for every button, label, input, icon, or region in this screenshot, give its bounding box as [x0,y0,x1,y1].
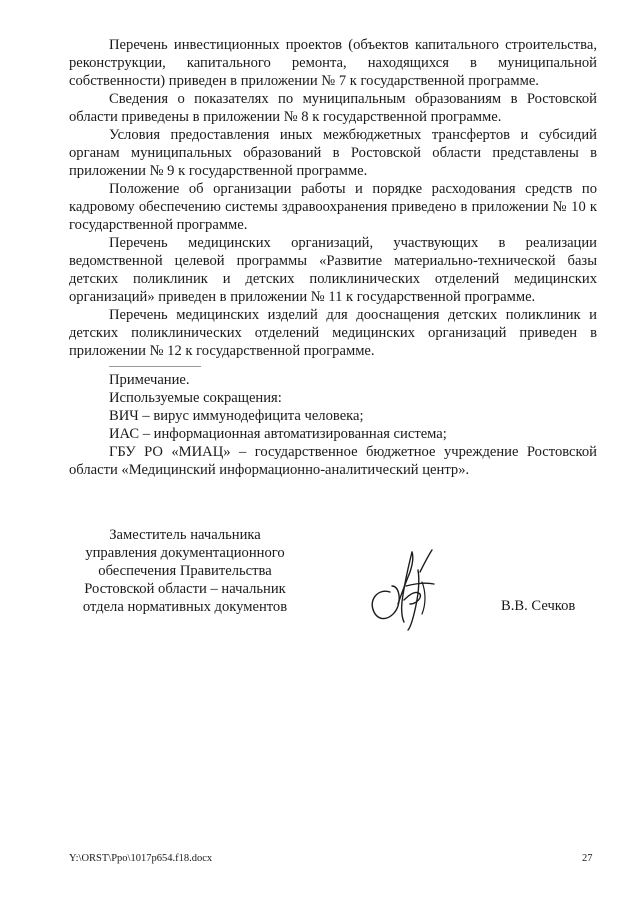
signer-position-line: Ростовской области – начальник [84,581,286,597]
signer-position-line: отдела нормативных документов [82,599,288,615]
signer-position-line: Заместитель начальника [109,527,261,543]
note-title: Примечание. [109,372,190,388]
abbreviation-item: ГБУ РО «МИАЦ» – государственное бюджетное учреждение Ростовской области «Медицинский информационно-аналитический центр». [69,444,597,478]
handwritten-signature [360,542,440,632]
abbreviation-item: ВИЧ – вирус иммунодефицита человека; [109,408,364,424]
abbreviation-item: ИАС – информационная автоматизированная система; [109,426,447,442]
paragraph-municipal-indicators: Сведения о показателях по муниципальным образованиям в Ростовской области приведены в приложении № 8 к государственной программе. [69,91,597,125]
note-section [69,366,597,479]
signer-position-line: обеспечения Правительства [98,563,272,579]
paragraph-transfers-conditions: Условия предоставления иных межбюджетных трансфертов и субсидий органам муниципальных образований в Ростовской области представлены в приложении № 9 к государственной программе. [69,127,597,179]
paragraph-medical-devices: Перечень медицинских изделий для дооснащения детских поликлиник и детских поликлинических отделений медицинских организаций приведен в приложении № 12 к государственной программе. [69,307,597,359]
page-number: 27 [582,853,593,864]
paragraph-investment-projects: Перечень инвестиционных проектов (объектов капитального строительства, реконструкции, капитального ремонта, находящихся в муниципальной собственности) приведен в приложении № 7 к государственной программе. [69,37,597,89]
abbreviations-heading: Используемые сокращения: [109,390,282,406]
note-divider [109,366,201,367]
body-text [69,36,597,360]
signer-name: В.В. Сечков [501,598,576,614]
signer-position [66,526,304,616]
paragraph-staffing-regulation: Положение об организации работы и порядке расходования средств по кадровому обеспечению системы здравоохранения приведено в приложении № 10 к государственной программе. [69,181,597,233]
footer-file-path: Y:\ORST\Ppo\1017p654.f18.docx [69,853,213,864]
paragraph-medical-organizations: Перечень медицинских организаций, участвующих в реализации ведомственной целевой программы «Развитие материально-технической базы детских поликлиник и детских поликлинических отделений медицинских организаций» приведен в приложении № 11 к государственной программе. [69,235,597,305]
signer-position-line: управления документационного [85,545,285,561]
